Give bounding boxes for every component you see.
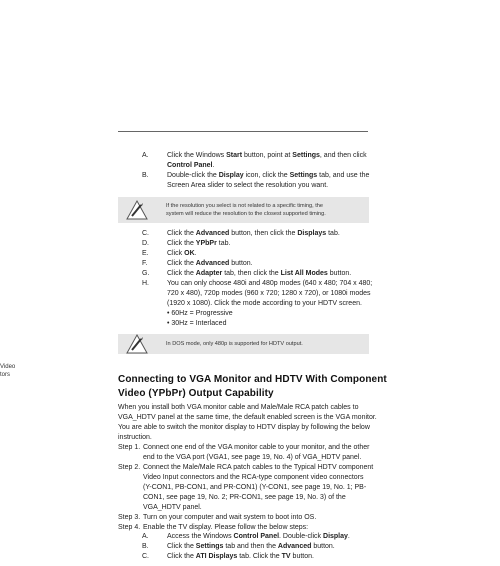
note-line: If the resolution you select is not related to a specific timing, the [166,203,324,209]
list-item-text [167,249,197,259]
bold-term: Display [323,533,348,540]
list-item-text [167,269,351,279]
bold-term: TV [281,553,291,560]
list-item-text [167,239,230,249]
list-item-text [167,161,214,171]
bold-term: Settings [292,152,320,159]
list-item-text [167,151,367,161]
text-run: Click the Windows [167,152,227,159]
intro-line: You are able to switch the monitor display to HDTV display by following the below [118,424,370,431]
text-run: tab. [216,240,231,247]
text-run: tab, and use the [317,172,370,179]
text-run: button. [290,553,314,560]
text-run: tab, then click the [222,270,281,277]
step-text: end to the VGA port (VGA1, see page 19, No. 4) of VGA_HDTV panel. [143,454,362,461]
text-run: . Double-click [279,533,324,540]
text-run: Screen Area slider to select the resolution you want. [167,182,329,189]
text-run: Click the [167,230,196,237]
margin-text: Video [0,364,16,370]
text-run: tab and then the [223,543,278,550]
step-label: Step 2. [118,464,141,471]
list-item-text [167,552,314,562]
bold-term: Advanced [277,543,312,550]
section-heading: Video (YPbPr) Output Capability [118,388,274,399]
list-letter: B. [142,543,149,550]
bold-term: Control Panel [167,162,213,169]
list-letter: F. [142,260,148,267]
section-heading: Connecting to VGA Monitor and HDTV With Component [118,374,387,385]
text-run: button. [229,260,253,267]
list-item-text [167,299,362,309]
list-letter: C. [142,553,149,560]
bold-term: Settings [195,543,224,550]
bold-term: Settings [289,172,318,179]
margin-text: tors [0,372,11,378]
list-item-text [167,319,226,329]
bold-term: List All Modes [280,270,328,277]
note-line: In DOS mode, only 480p is supported for HDTV output. [166,341,303,347]
text-run: tab. Click the [237,553,282,560]
list-letter: A. [142,152,149,159]
text-run: button. [311,543,335,550]
list-letter: B. [142,172,149,179]
text-run: , and then click [319,152,367,159]
text-run: Click [167,250,185,257]
bold-term: YPbPr [195,240,217,247]
step-label: Step 3. [118,514,141,521]
list-letter: E. [142,250,149,257]
text-run: Click the [167,553,196,560]
text-run: button. [327,270,352,277]
bold-term: Advanced [195,260,230,267]
warning-pen-icon [126,199,148,221]
text-run: 720 x 480), 720p modes (960 x 720; 1280 x 720), or 1080i modes [167,290,371,297]
text-run: tab. [326,230,340,237]
text-run: Access the Windows [167,533,234,540]
list-letter: C. [142,230,149,237]
note-line: system will reduce the resolution to the closest supported timing. [166,211,326,217]
list-item-text [167,181,328,191]
warning-pen-icon [126,333,148,355]
list-item-text [167,289,371,299]
note-box-resolution [118,197,369,223]
text-run: You can only choose 480i and 480p modes (640 x 480; 704 x 480; [167,280,373,287]
text-run: Click the [167,260,196,267]
text-run: Double-click the [167,172,219,179]
list-item-text [167,309,233,319]
intro-line: When you install both VGA monitor cable and Male/Male RCA patch cables to [118,404,359,411]
bold-term: ATI Displays [195,553,238,560]
step-text: Connect the Male/Male RCA patch cables to the Typical HDTV component [143,464,374,471]
step-text: CON1, see page 19, No. 2; PR-CON1, see page 19, No. 3) of the [143,494,346,501]
text-run: button, point at [242,152,293,159]
bold-term: Advanced [195,230,230,237]
bold-term: Start [226,152,243,159]
text-run: . [194,250,197,257]
list-item-text [167,542,335,552]
list-item-text [167,279,372,289]
list-letter: A. [142,533,149,540]
list-letter: D. [142,240,149,247]
step-text: (Y-CON1, PB-CON1, and PR-CON1) (Y-CON1, see page 19, No. 1; PB- [143,484,367,491]
list-item-text [167,532,350,542]
bold-term: OK [184,250,195,257]
list-letter: G. [142,270,150,277]
step-text: Connect one end of the VGA monitor cable to your monitor, and the other [143,444,370,451]
list-item-text [167,259,253,269]
step-text: Enable the TV display. Please follow the below steps: [143,524,309,531]
text-run: • 30Hz = Interlaced [167,320,227,327]
text-run: . [212,162,215,169]
step-text: VGA_HDTV panel. [143,504,202,511]
text-run: • 60Hz = Progressive [167,310,233,317]
bold-term: Adapter [195,270,223,277]
text-run: . [347,533,350,540]
step-text: Video Input connectors and the RCA-type component video connectors [143,474,364,481]
intro-line: VGA_HDTV panel at the same time, the default enabled screen is the VGA monitor. [118,414,377,421]
step-text: Turn on your computer and wait system to boot into OS. [143,514,317,521]
text-run: icon, click the [243,172,290,179]
step-label: Step 1. [118,444,141,451]
bold-term: Control Panel [233,533,280,540]
list-item-text [167,171,369,181]
text-run: Click the [167,543,196,550]
header-rule [118,131,368,132]
text-run: Click the [167,240,196,247]
step-label: Step 4. [118,524,141,531]
text-run: (1920 x 1080). Click the mode according to your HDTV screen. [167,300,362,307]
text-run: button, then click the [229,230,298,237]
list-letter: H. [142,280,149,287]
bold-term: Display [218,172,244,179]
note-box-dos [118,334,369,354]
text-run: Click the [167,270,196,277]
intro-line: instruction. [118,434,152,441]
list-item-text [167,229,340,239]
bold-term: Displays [297,230,327,237]
